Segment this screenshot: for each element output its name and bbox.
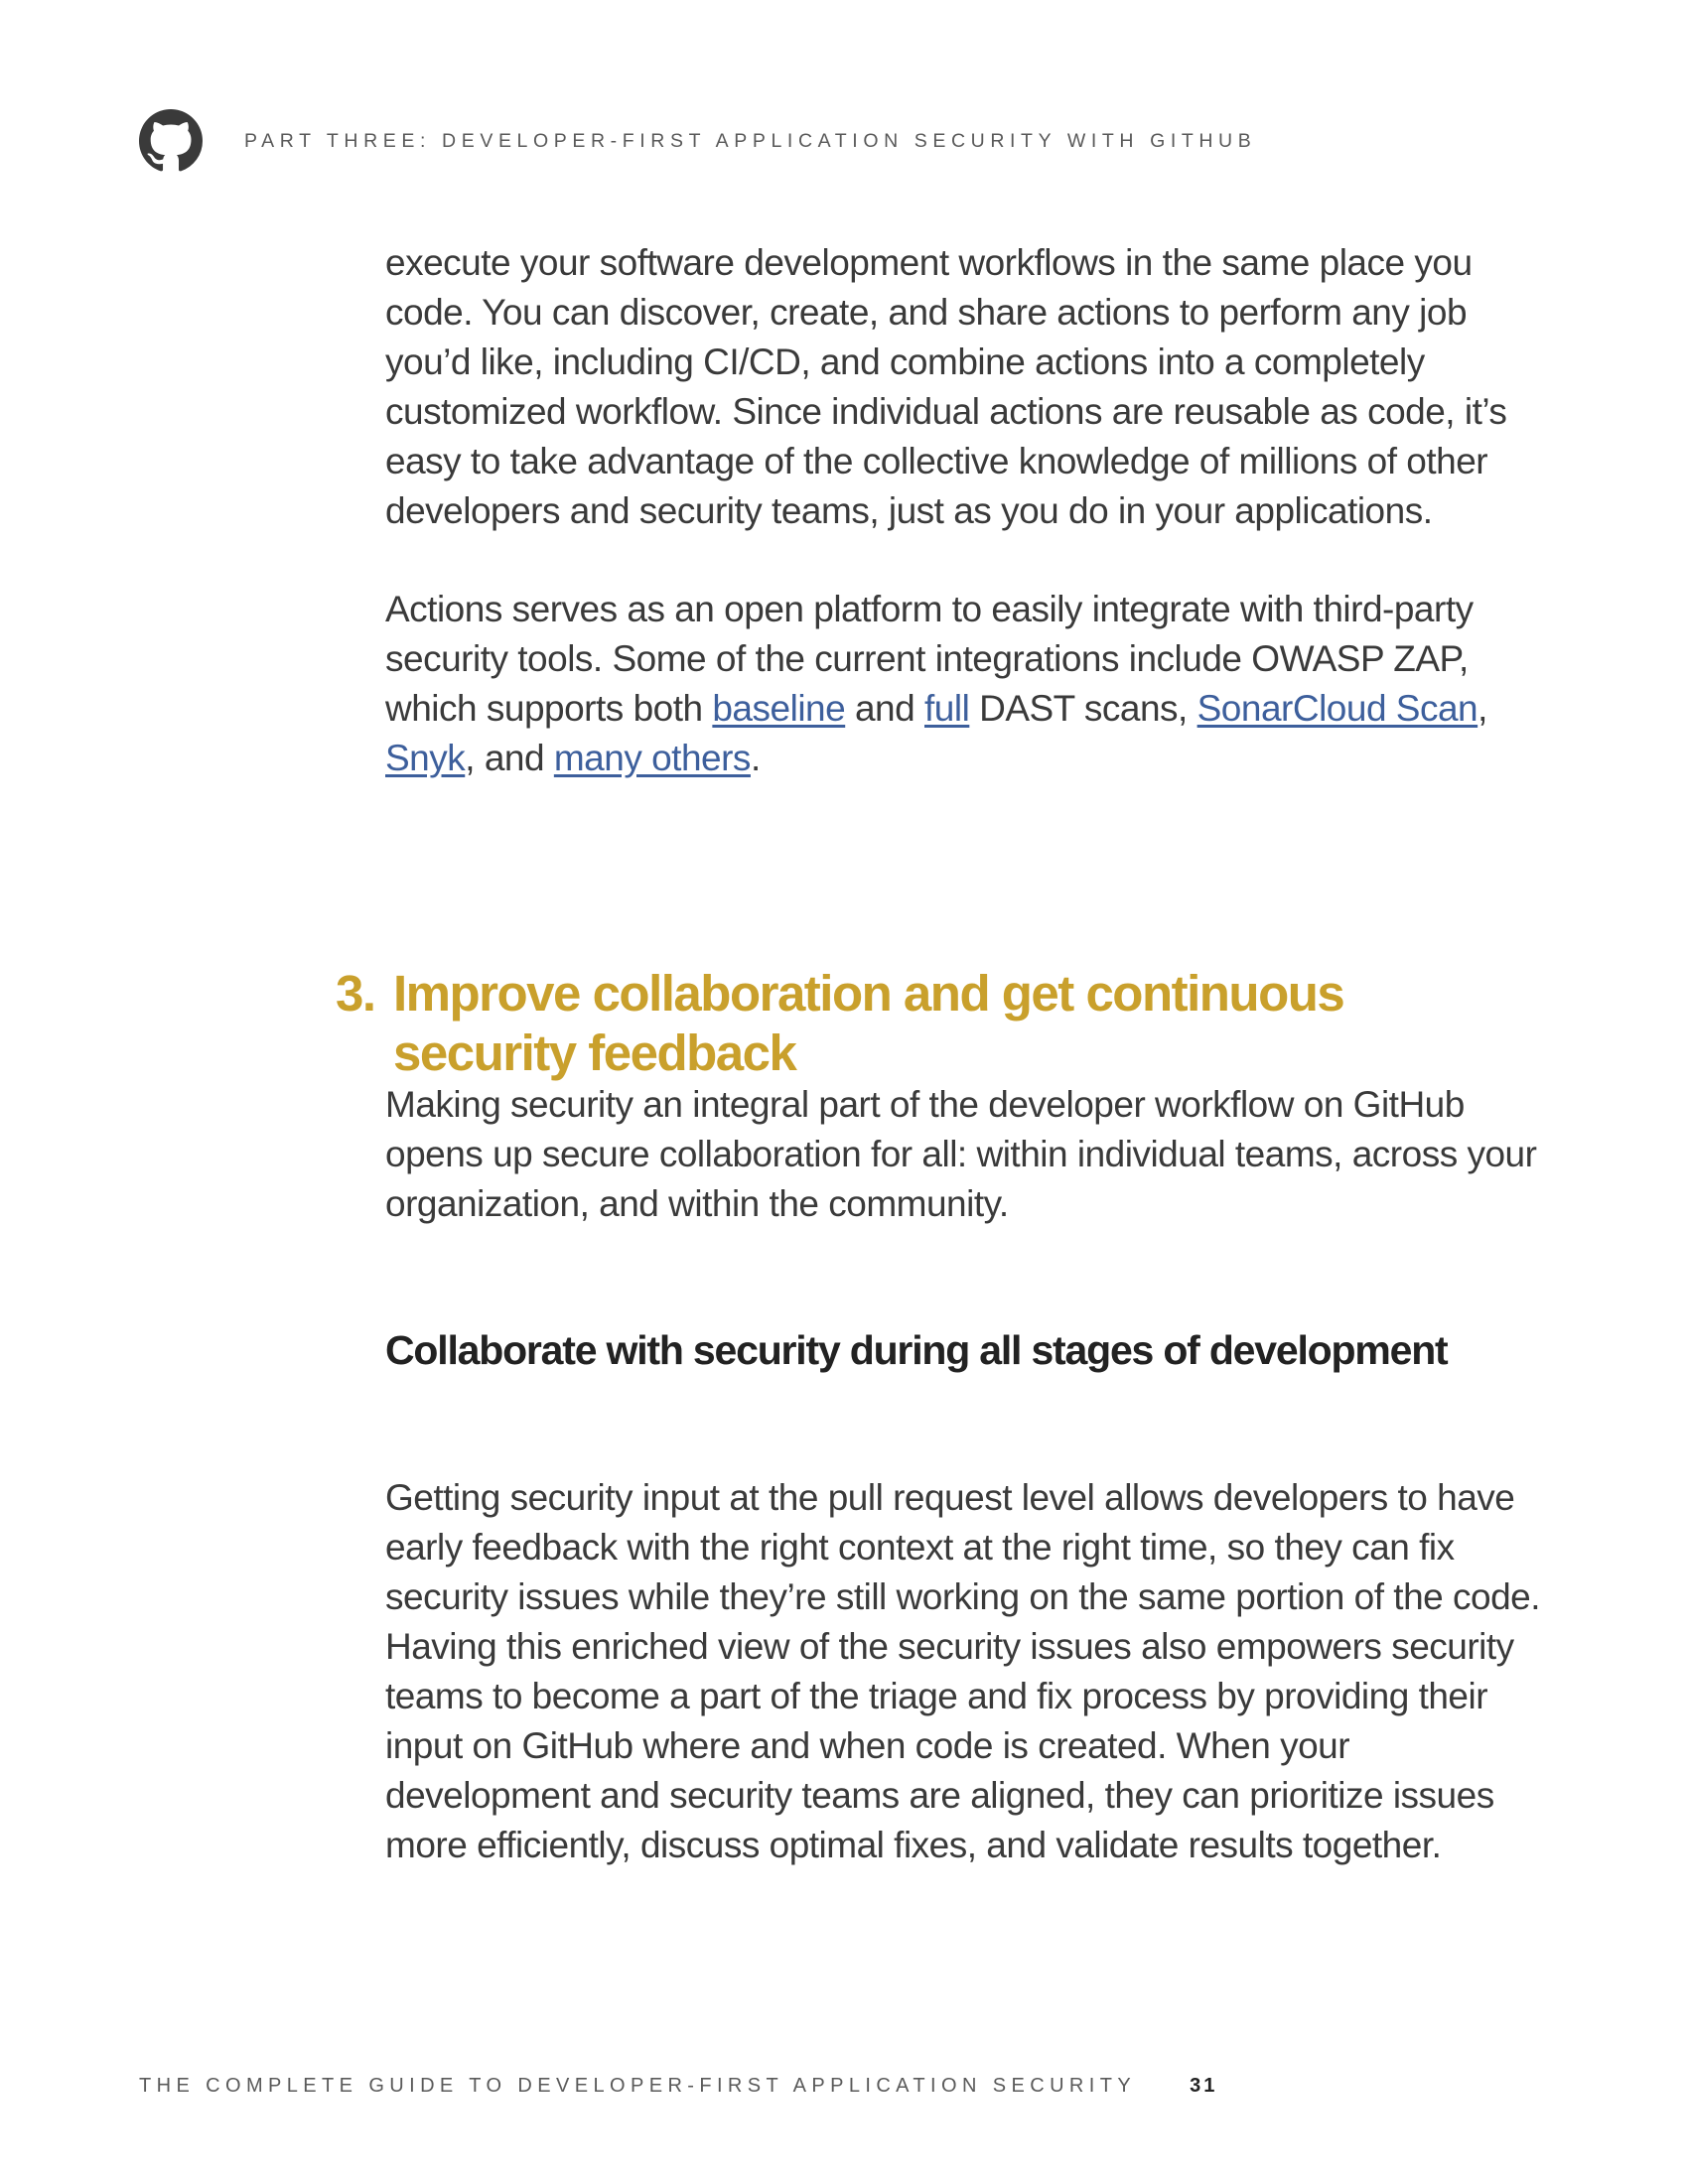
paragraph-text: , bbox=[1477, 688, 1487, 729]
section-number: 3. bbox=[336, 965, 375, 1023]
section-paragraph: Making security an integral part of the developer workflow on GitHub opens up secure collaboration for all: within individual teams, across your organization, and within the community. bbox=[385, 1084, 1537, 1224]
page-number: 31 bbox=[1190, 2075, 1218, 2097]
section-body bbox=[385, 1080, 1557, 1229]
snyk-link[interactable]: Snyk bbox=[385, 738, 466, 778]
part-heading: PART THREE: DEVELOPER-FIRST APPLICATION SECURITY WITH GITHUB bbox=[244, 129, 1257, 152]
paragraph-text: Actions serves as an open platform to easily integrate with third-party security tools. Some of the current integrations include OWASP ZAP, which supports both bbox=[385, 589, 1474, 729]
sonarcloud-scan-link[interactable]: SonarCloud Scan bbox=[1196, 688, 1478, 729]
section-heading bbox=[336, 964, 1527, 1083]
many-others-link[interactable]: many others bbox=[553, 738, 751, 778]
section-title: Improve collaboration and get continuous security feedback bbox=[393, 965, 1344, 1082]
paragraph-text: , and bbox=[465, 738, 554, 778]
subsection-heading: Collaborate with security during all stages of development bbox=[385, 1327, 1448, 1373]
paragraph-text: DAST scans, bbox=[969, 688, 1197, 729]
intro-section bbox=[385, 238, 1557, 783]
paragraph-text: and bbox=[845, 688, 924, 729]
subsection-paragraph: Getting security input at the pull request level allows developers to have early feedback with the right context at the right time, so they can fix security issues while they’re still working on the same portion of the code. Having this enriched view of the security issues also empowers security teams to become a part of the triage and fix process by providing their input on GitHub where and when code is created. When your development and security teams are aligned, they can prioritize issues more efficiently, discuss optimal fixes, and validate results together. bbox=[385, 1477, 1541, 1865]
baseline-link[interactable]: baseline bbox=[712, 688, 846, 729]
subsection-body bbox=[385, 1473, 1557, 1870]
intro-paragraph: execute your software development workflows in the same place you code. You can discover, create, and share actions to perform any job you’d like, including CI/CD, and combine actions into a completely customized workflow. Since individual actions are reusable as code, it’s easy to take advantage of the collective knowledge of millions of other developers and security teams, just as you do in your applications. bbox=[385, 242, 1507, 531]
page-footer bbox=[139, 2075, 1217, 2098]
integrations-paragraph bbox=[385, 585, 1557, 783]
full-link[interactable]: full bbox=[924, 688, 970, 729]
page-header bbox=[139, 109, 1256, 173]
paragraph-text: . bbox=[750, 738, 761, 778]
footer-title: THE COMPLETE GUIDE TO DEVELOPER-FIRST APPLICATION SECURITY bbox=[139, 2075, 1137, 2097]
github-octocat-icon bbox=[139, 109, 203, 173]
